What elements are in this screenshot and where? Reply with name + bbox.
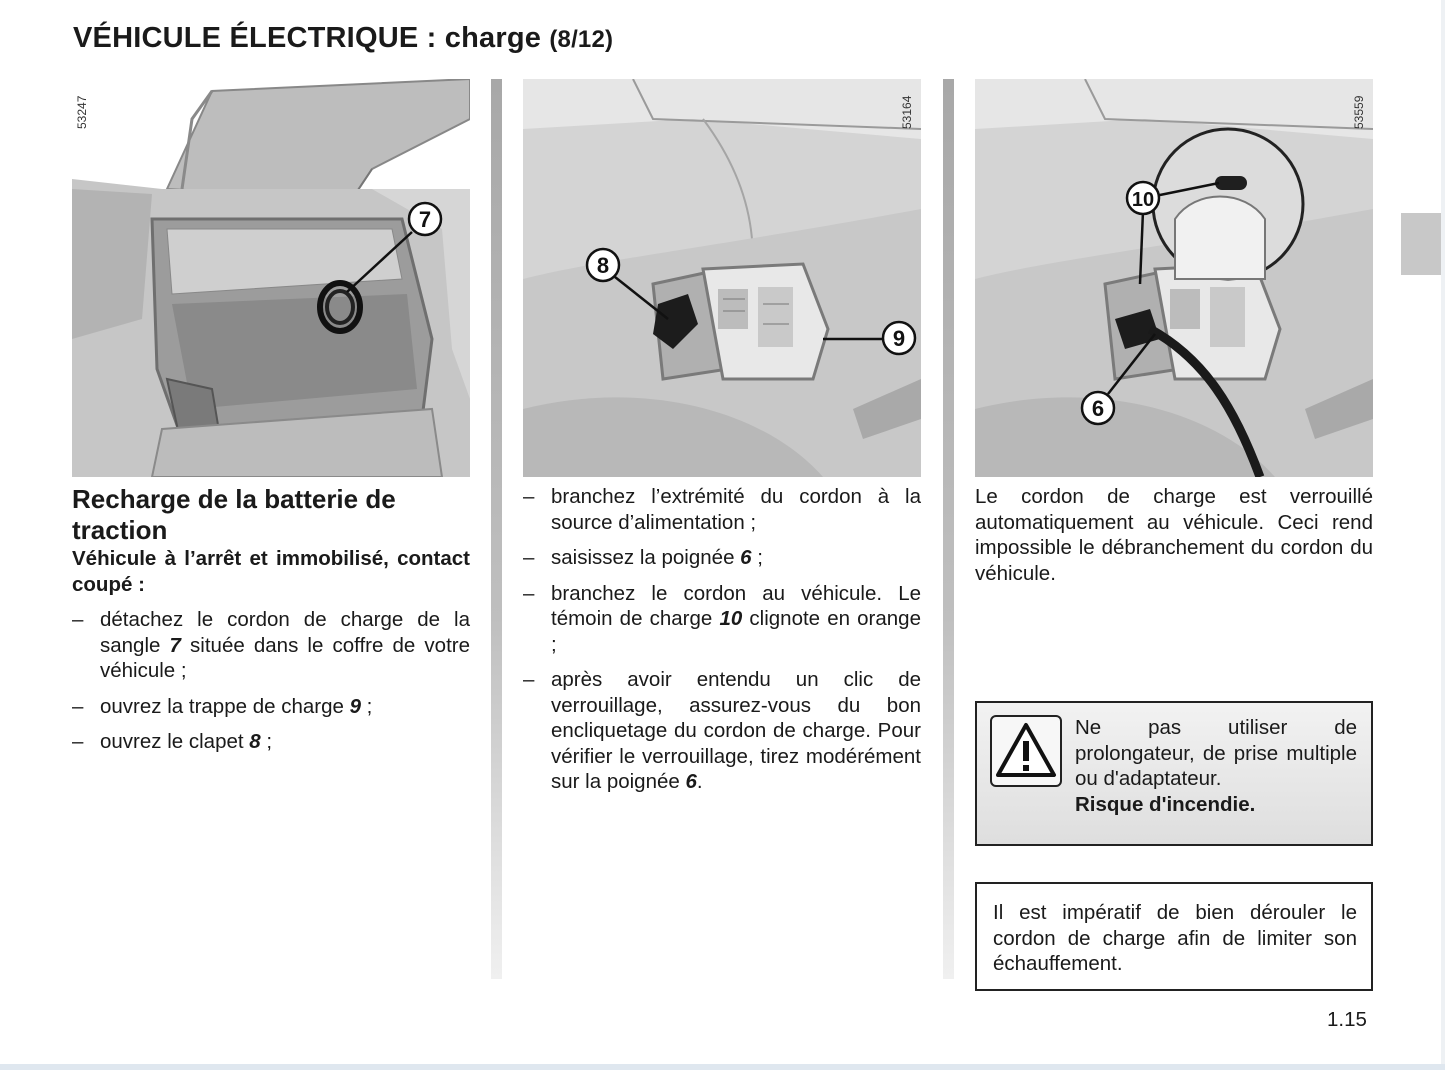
dash: – <box>523 581 535 605</box>
note-text: Il est impératif de bien dérouler le cordon de charge afin de limiter son échauffement. <box>993 901 1357 975</box>
lock-info-text: Le cordon de charge est verrouillé automatiquement au véhicule. Ceci rend impossible le débranchement du cordon du véhicule. <box>975 485 1373 585</box>
column-2 <box>523 484 921 805</box>
list-item: – saisissez la poignée 6 ; <box>523 546 763 569</box>
flap-illustration <box>523 79 921 477</box>
dash: – <box>72 608 84 631</box>
trunk-illustration <box>72 79 470 477</box>
figure-code-3: 53559 <box>1352 95 1366 129</box>
dash: – <box>523 546 535 569</box>
page-edge <box>1441 0 1445 1064</box>
list-item: – après avoir entendu un clic de verrouillage, assurez-vous du bon encliquetage du cordon de charge. Pour vérifier le verrouillage, tirez modérément sur la poignée 6. <box>523 668 921 793</box>
warning-icon <box>990 715 1062 787</box>
warning-message: Ne pas utiliser de prolongateur, de prise multiple ou d'adaptateur. <box>1075 716 1357 790</box>
figure-trunk-cable <box>72 79 470 477</box>
section-title: Recharge de la batterie de traction <box>72 484 396 545</box>
list-item: – branchez l’extrémité du cordon à la source d’alimentation ; <box>523 485 921 534</box>
figure-code-2: 53164 <box>900 95 914 129</box>
steps-list-1 <box>72 607 470 755</box>
list-item: – ouvrez la trappe de charge 9 ; <box>72 694 373 718</box>
dash: – <box>523 668 535 691</box>
plug-illustration <box>975 79 1373 477</box>
callout-9: 9 <box>892 326 906 351</box>
warning-text <box>1075 715 1357 817</box>
dash: – <box>72 730 84 753</box>
column-divider-2 <box>943 79 954 979</box>
page-title-part: (8/12) <box>549 26 614 53</box>
callout-8: 8 <box>596 253 610 278</box>
figure-code-1: 53247 <box>75 95 89 129</box>
list-item: – branchez le cordon au véhicule. Le témoin de charge 10 clignote en orange ; <box>523 581 921 656</box>
figure-charge-flap <box>523 79 921 477</box>
figure-cable-plugged <box>975 79 1373 477</box>
list-item: – détachez le cordon de charge de la sangle 7 située dans le coffre de votre véhicule ; <box>72 608 471 682</box>
steps-list-2 <box>523 484 921 795</box>
note-box <box>975 882 1373 991</box>
chapter-tab <box>1401 213 1445 275</box>
callout-10: 10 <box>1131 189 1155 211</box>
callout-6: 6 <box>1091 396 1105 421</box>
page-number: 1.15 <box>1327 1008 1367 1031</box>
intro-condition: Véhicule à l’arrêt et immobilisé, contact coupé : <box>72 547 470 596</box>
callout-7: 7 <box>418 207 432 232</box>
page-title <box>73 22 613 55</box>
bottom-strip <box>0 1064 1445 1070</box>
list-item: – ouvrez le clapet 8 ; <box>72 730 273 753</box>
column-1 <box>72 484 470 765</box>
column-3 <box>975 484 1373 586</box>
page-title-text: VÉHICULE ÉLECTRIQUE : charge <box>73 22 542 54</box>
column-divider-1 <box>491 79 502 979</box>
warning-box <box>975 701 1373 846</box>
dash: – <box>523 485 535 508</box>
dash: – <box>72 694 84 718</box>
warning-emphasis: Risque d'incendie. <box>1075 792 1256 816</box>
